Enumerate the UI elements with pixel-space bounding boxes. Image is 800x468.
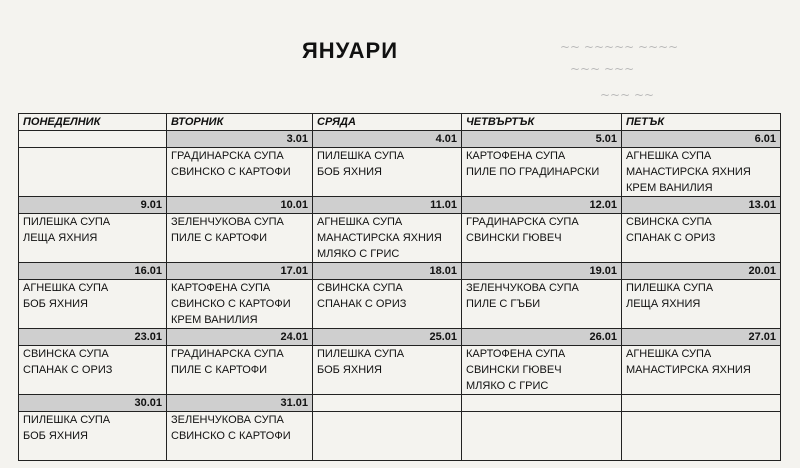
dishes-cell (167, 214, 313, 263)
page-title: ЯНУАРИ (301, 38, 399, 63)
dishes-row (19, 280, 781, 329)
dishes-cell (313, 280, 462, 329)
dishes-cell (19, 280, 167, 329)
day-header-row (19, 114, 781, 131)
dishes-cell (622, 214, 781, 263)
dishes-cell (462, 280, 622, 329)
dishes-row (19, 148, 781, 197)
dish-item: ПИЛЕ С КАРТОФИ (171, 364, 268, 376)
dish-item: МЛЯКО С ГРИС (466, 380, 549, 392)
dish-item: ПИЛЕШКА СУПА (23, 216, 111, 228)
dish-item: ЛЕЩА ЯХНИЯ (23, 232, 98, 244)
dish-item: ЛЕЩА ЯХНИЯ (626, 298, 701, 310)
date-cell: 30.01 (19, 395, 167, 412)
date-row (19, 263, 781, 280)
menu-table (18, 113, 781, 461)
dish-item: ПИЛЕ ПО ГРАДИНАРСКИ (466, 166, 600, 178)
day-header-monday: ПОНЕДЕЛНИК (19, 114, 167, 131)
dish-item: СПАНАК С ОРИЗ (626, 232, 716, 244)
dishes-cell (462, 412, 622, 461)
dish-item: ГРАДИНАРСКА СУПА (171, 150, 284, 162)
dish-item: БОБ ЯХНИЯ (317, 166, 383, 178)
dish-item: АГНЕШКА СУПА (23, 282, 109, 294)
date-row (19, 395, 781, 412)
dishes-row (19, 412, 781, 461)
dishes-cell (313, 346, 462, 395)
dishes-cell (19, 214, 167, 263)
date-cell: 6.01 (622, 131, 781, 148)
dish-item: СВИНСКА СУПА (317, 282, 403, 294)
date-cell (622, 395, 781, 412)
date-cell: 20.01 (622, 263, 781, 280)
date-row (19, 329, 781, 346)
dishes-cell (167, 280, 313, 329)
dishes-cell (167, 148, 313, 197)
date-cell: 31.01 (167, 395, 313, 412)
dish-item: МАНАСТИРСКА ЯХНИЯ (317, 232, 442, 244)
dish-item: ПИЛЕШКА СУПА (317, 150, 405, 162)
date-cell: 27.01 (622, 329, 781, 346)
day-header-friday: ПЕТЪК (622, 114, 781, 131)
dish-item: АГНЕШКА СУПА (317, 216, 403, 228)
dishes-cell (313, 148, 462, 197)
dish-item: СВИНСКО С КАРТОФИ (171, 166, 291, 178)
day-header-tuesday: ВТОРНИК (167, 114, 313, 131)
dishes-cell (19, 148, 167, 197)
date-cell: 25.01 (313, 329, 462, 346)
dish-item: БОБ ЯХНИЯ (317, 364, 383, 376)
dishes-cell (19, 346, 167, 395)
dish-item: СВИНСКА СУПА (23, 348, 109, 360)
dishes-cell (622, 280, 781, 329)
dish-item: ПИЛЕШКА СУПА (626, 282, 714, 294)
dish-item: ЗЕЛЕНЧУКОВА СУПА (466, 282, 579, 294)
dish-item: СПАНАК С ОРИЗ (23, 364, 113, 376)
dish-item: МАНАСТИРСКА ЯХНИЯ (626, 364, 751, 376)
dish-item: СВИНСКО С КАРТОФИ (171, 298, 291, 310)
dish-item: МЛЯКО С ГРИС (317, 248, 400, 260)
date-cell: 23.01 (19, 329, 167, 346)
date-cell (19, 131, 167, 148)
show-through-scribble: ~~~ ~~ (600, 88, 655, 102)
dish-item: КАРТОФЕНА СУПА (466, 348, 566, 360)
dishes-cell (462, 346, 622, 395)
dishes-row (19, 214, 781, 263)
date-cell: 12.01 (462, 197, 622, 214)
dish-item: АГНЕШКА СУПА (626, 348, 712, 360)
date-cell: 19.01 (462, 263, 622, 280)
dishes-cell (313, 214, 462, 263)
date-cell: 24.01 (167, 329, 313, 346)
dish-item: КРЕМ ВАНИЛИЯ (626, 182, 713, 194)
dish-item: КАРТОФЕНА СУПА (466, 150, 566, 162)
day-header-thursday: ЧЕТВЪРТЪК (462, 114, 622, 131)
dish-item: БОБ ЯХНИЯ (23, 430, 89, 442)
dish-item: АГНЕШКА СУПА (626, 150, 712, 162)
date-cell: 3.01 (167, 131, 313, 148)
dish-item: ПИЛЕШКА СУПА (317, 348, 405, 360)
dishes-row (19, 346, 781, 395)
dish-item: СВИНСКИ ГЮВЕЧ (466, 364, 562, 376)
dish-item: ГРАДИНАРСКА СУПА (171, 348, 284, 360)
date-cell: 18.01 (313, 263, 462, 280)
dishes-cell (462, 214, 622, 263)
dishes-cell (167, 412, 313, 461)
dish-item: ЗЕЛЕНЧУКОВА СУПА (171, 216, 284, 228)
dish-item: СВИНСКИ ГЮВЕЧ (466, 232, 562, 244)
date-cell: 17.01 (167, 263, 313, 280)
dish-item: КАРТОФЕНА СУПА (171, 282, 271, 294)
date-cell: 5.01 (462, 131, 622, 148)
dish-item: МАНАСТИРСКА ЯХНИЯ (626, 166, 751, 178)
date-cell: 9.01 (19, 197, 167, 214)
dish-item: ПИЛЕ С ГЪБИ (466, 298, 541, 310)
dish-item: ПИЛЕ С КАРТОФИ (171, 232, 268, 244)
date-cell (313, 395, 462, 412)
date-cell: 13.01 (622, 197, 781, 214)
dishes-cell (622, 148, 781, 197)
dishes-cell (313, 412, 462, 461)
date-cell: 26.01 (462, 329, 622, 346)
date-cell: 16.01 (19, 263, 167, 280)
dish-item: СВИНСКО С КАРТОФИ (171, 430, 291, 442)
dish-item: ПИЛЕШКА СУПА (23, 414, 111, 426)
date-cell: 4.01 (313, 131, 462, 148)
dish-item: СВИНСКА СУПА (626, 216, 712, 228)
dish-item: БОБ ЯХНИЯ (23, 298, 89, 310)
date-cell: 11.01 (313, 197, 462, 214)
date-cell (462, 395, 622, 412)
dish-item: ГРАДИНАРСКА СУПА (466, 216, 579, 228)
dishes-cell (167, 346, 313, 395)
show-through-scribble: ~~ ~~~~~ ~~~~ (560, 40, 679, 54)
dishes-cell (462, 148, 622, 197)
dish-item: КРЕМ ВАНИЛИЯ (171, 314, 258, 326)
date-row (19, 197, 781, 214)
date-row (19, 131, 781, 148)
day-header-wednesday: СРЯДА (313, 114, 462, 131)
show-through-scribble: ~~~ ~~~ (570, 62, 635, 76)
dishes-cell (622, 346, 781, 395)
dishes-cell (622, 412, 781, 461)
dish-item: ЗЕЛЕНЧУКОВА СУПА (171, 414, 284, 426)
dishes-cell (19, 412, 167, 461)
dish-item: СПАНАК С ОРИЗ (317, 298, 407, 310)
date-cell: 10.01 (167, 197, 313, 214)
